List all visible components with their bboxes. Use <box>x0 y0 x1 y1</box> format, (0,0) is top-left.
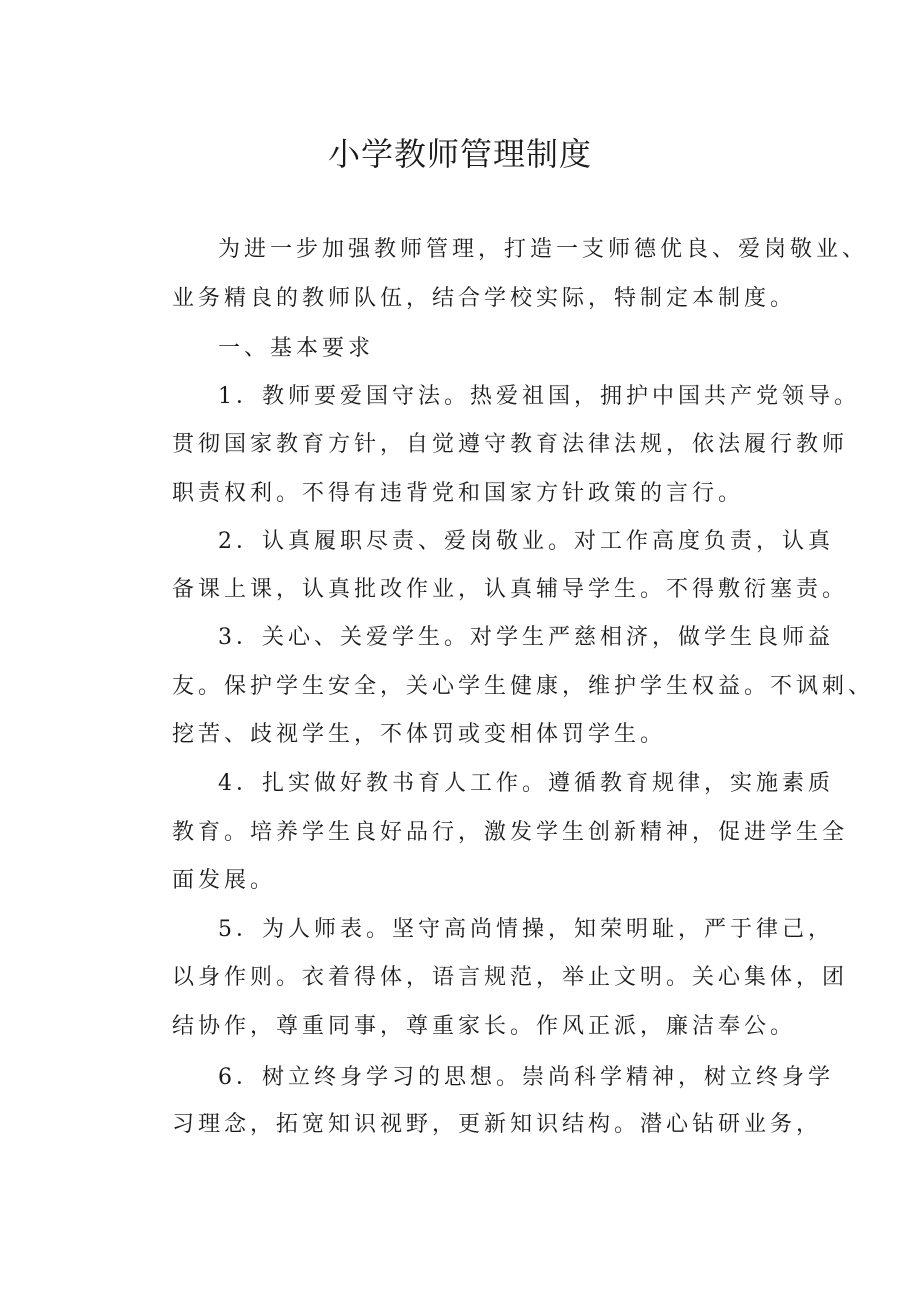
item-4-line-2: 教育。培养学生良好品行，激发学生创新精神，促进学生全 <box>172 820 849 845</box>
item-6-line-1: 6．树立终身学习的思想。崇尚科学精神，树立终身学 <box>218 1065 834 1090</box>
item-1-line-1: 1．教师要爱国守法。热爱祖国，拥护中国共产党领导。 <box>218 384 860 409</box>
item-4-line-1: 4．扎实做好教书育人工作。遵循教育规律，实施素质 <box>218 771 834 796</box>
item-2-line-2: 备课上课，认真批改作业，认真辅导学生。不得敷衍塞责。 <box>172 577 849 602</box>
item-1-line-2: 贯彻国家教育方针，自觉遵守教育法律法规，依法履行教师 <box>172 432 849 457</box>
item-3-line-2: 友。保护学生安全，关心学生健康，维护学生权益。不讽刺、 <box>172 674 875 699</box>
item-1-line-3: 职责权利。不得有违背党和国家方针政策的言行。 <box>172 481 745 506</box>
item-3-line-1: 3．关心、关爱学生。对学生严慈相济，做学生良师益 <box>218 625 834 650</box>
item-2-line-1: 2．认真履职尽责、爱岗敬业。对工作高度负责，认真 <box>218 529 834 554</box>
item-3-line-3: 挖苦、歧视学生，不体罚或变相体罚学生。 <box>172 722 667 747</box>
section-heading: 一、基本要求 <box>218 336 375 361</box>
item-5-line-2: 以身作则。衣着得体，语言规范，举止文明。关心集体，团 <box>172 965 849 990</box>
item-5-line-1: 5．为人师表。坚守高尚情操，知荣明耻，严于律己， <box>218 917 834 942</box>
intro-line-2: 业务精良的教师队伍，结合学校实际，特制定本制度。 <box>172 286 797 311</box>
document-title: 小学教师管理制度 <box>327 135 592 173</box>
item-5-line-3: 结协作，尊重同事，尊重家长。作风正派，廉洁奉公。 <box>172 1014 797 1039</box>
item-4-line-3: 面发展。 <box>172 868 277 893</box>
intro-line-1: 为进一步加强教师管理，打造一支师德优良、爱岗敬业、 <box>218 237 869 262</box>
item-6-line-2: 习理念，拓宽知识视野，更新知识结构。潜心钻研业务， <box>172 1112 823 1137</box>
